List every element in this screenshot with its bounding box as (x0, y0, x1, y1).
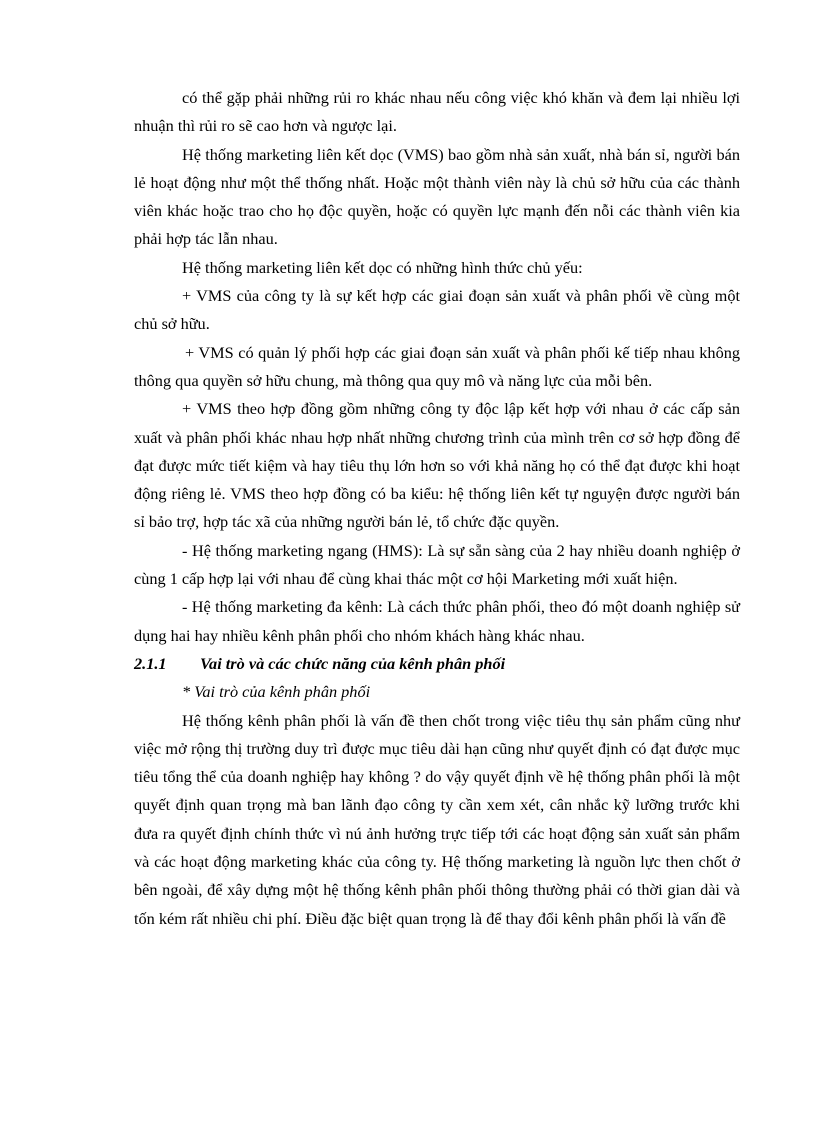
paragraph-multichannel: - Hệ thống marketing đa kênh: Là cách thức phân phối, theo đó một doanh nghiệp sử dụng hai hay nhiều kênh phân phối cho nhóm khách hàng khác nhau. (134, 597, 740, 645)
paragraph-channel-role: Hệ thống kênh phân phối là vấn đề then chốt trong việc tiêu thụ sản phẩm cũng như việc mở rộng thị trường duy trì được mục tiêu dài hạn cũng như quyết định có đạt được mục tiêu tổng thể của doanh nghiệp hay không ? do vậy quyết định về hệ thống phân phối là một quyết định quan trọng mà ban lãnh đạo công ty cần xem xét, cân nhắc kỹ lưỡng trước khi đưa ra quyết định chính thức vì nú ảnh hưởng trực tiếp tới các hoạt động sản xuất sản phẩm và các hoạt động marketing khác của công ty. Hệ thống marketing là nguồn lực then chốt ở bên ngoài, để xây dựng một hệ thống kênh phân phối thông thường phải có thời gian dài và tốn kém rất nhiều chi phí. Điều đặc biệt quan trọng là để thay đổi kênh phân phối là vấn đề (134, 710, 740, 928)
subsection-heading: * Vai trò của kênh phân phối (182, 682, 371, 702)
paragraph-vms-forms-intro: Hệ thống marketing liên kết dọc có những hình thức chủ yếu: (182, 257, 583, 277)
paragraph-vms-administered: + VMS có quản lý phối hợp các giai đoạn sản xuất và phân phối kế tiếp nhau không thông qua quyền sở hữu chung, mà thông qua quy mô và năng lực của mỗi bên. (134, 342, 740, 390)
paragraph-continuation: có thể gặp phải những rủi ro khác nhau nếu công việc khó khăn và đem lại nhiều lợi nhuận thì rủi ro sẽ cao hơn và ngược lại. (134, 88, 740, 136)
paragraph-vms-corporate: + VMS của công ty là sự kết hợp các giai đoạn sản xuất và phân phối về cùng một chủ sở hữu. (134, 286, 740, 334)
section-number: 2.1.1 (134, 653, 167, 673)
paragraph-hms: - Hệ thống marketing ngang (HMS): Là sự sẵn sàng của 2 hay nhiều doanh nghiệp ở cùng 1 cấp hợp lại với nhau để cùng khai thác một cơ hội Marketing mới xuất hiện. (134, 540, 740, 589)
document-page (134, 84, 740, 933)
paragraph-vms-definition: Hệ thống marketing liên kết dọc (VMS) bao gồm nhà sản xuất, nhà bán sỉ, người bán lẻ hoạt động như một thể thống nhất. Hoặc một thành viên này là chủ sở hữu của các thành viên khác hoặc trao cho họ độc quyền, hoặc có quyền lực mạnh đến nỗi các thành viên kia phải hợp tác lẫn nhau. (134, 144, 740, 249)
paragraph-vms-contractual: + VMS theo hợp đồng gồm những công ty độc lập kết hợp với nhau ở các cấp sản xuất và phân phối khác nhau hợp nhất những chương trình của mình trên cơ sở hợp đồng để đạt được mức tiết kiệm và hay tiêu thụ lớn hơn so với khả năng họ có thể đạt được khi hoạt động riêng lẻ. VMS theo hợp đồng có ba kiểu: hệ thống liên kết tự nguyện được người bán sỉ bảo trợ, hợp tác xã của những người bán lẻ, tổ chức đặc quyền. (134, 399, 740, 532)
section-heading (134, 650, 740, 678)
section-title: Vai trò và các chức năng của kênh phân phối (200, 653, 506, 673)
